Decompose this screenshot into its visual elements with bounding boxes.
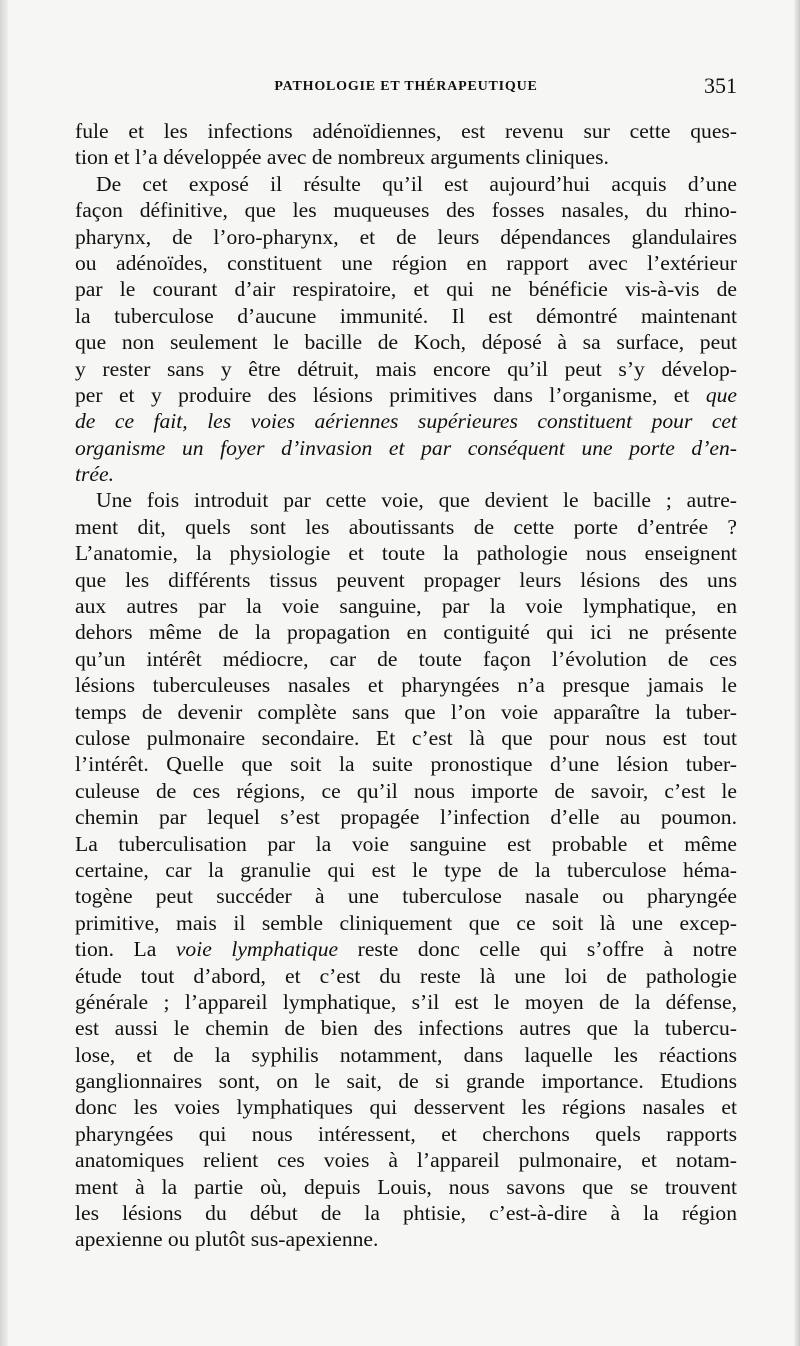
text-line: ment à la partie où, depuis Louis, nous savons que se trouvent <box>75 1174 737 1199</box>
text-line: ment dit, quels sont les aboutissants de cette porte d’entrée ? <box>75 514 737 539</box>
text-line <box>75 408 737 434</box>
text-segment: tion. La <box>75 937 176 962</box>
page-header <box>75 73 737 101</box>
text-line: Une fois introduit par cette voie, que devient le bacille ; autre- <box>96 488 737 513</box>
text-line: tion et l’a développée avec de nombreux arguments cliniques. <box>75 145 609 170</box>
text-line: primitive, mais il semble cliniquement que ce soit là une excep- <box>75 910 737 935</box>
text-segment: reste donc celle qui s’offre à notre <box>338 937 738 962</box>
text-line: trée. <box>75 462 114 487</box>
text-line: pharyngées qui nous intéressent, et cherchons quels rapports <box>75 1121 737 1146</box>
text-line: togène peut succéder à une tuberculose nasale ou pharyngée <box>75 884 737 909</box>
text-line: organisme un foyer d’invasion et par conséquent une porte d’en- <box>75 435 737 460</box>
running-head: PATHOLOGIE ET THÉRAPEUTIQUE <box>274 79 538 94</box>
page-number: 351 <box>704 73 737 98</box>
text-line: culose pulmonaire secondaire. Et c’est là que pour nous est tout <box>75 725 737 750</box>
text-line: anatomiques relient ces voies à l’appareil pulmonaire, et notam- <box>75 1148 737 1173</box>
body-text <box>75 118 737 1253</box>
text-line: culeuse de ces régions, ce qu’il nous importe de savoir, c’est le <box>75 778 737 803</box>
text-line: De cet exposé il résulte qu’il est aujourd’hui acquis d’une <box>96 171 737 196</box>
text-line: lésions tuberculeuses nasales et pharyngées n’a presque jamais le <box>75 673 737 698</box>
text-line: lose, et de la syphilis notamment, dans laquelle les réactions <box>75 1042 737 1067</box>
text-line: par le courant d’air respiratoire, et qui ne bénéficie vis-à-vis de <box>75 277 737 302</box>
italic-segment: les voies aériennes supérieures constituent pour cet <box>207 409 738 434</box>
page-edge-right <box>794 0 800 1346</box>
text-line: étude tout d’abord, et c’est du reste là une loi de pathologie <box>75 963 737 988</box>
text-line: ganglionnaires sont, on le sait, de si grande importance. Etudions <box>75 1069 737 1094</box>
text-line: apexienne ou plutôt sus-apexienne. <box>75 1227 379 1252</box>
text-line: la tuberculose d’aucune immunité. Il est démontré maintenant <box>75 303 737 328</box>
text-line: dehors même de la propagation en contiguité qui ici ne présente <box>75 620 737 645</box>
text-line: certaine, car la granulie qui est le type de la tuberculose héma- <box>75 857 737 882</box>
text-line: chemin par lequel s’est propagée l’infection d’elle au poumon. <box>75 805 737 830</box>
text-line: l’intérêt. Quelle que soit la suite pronostique d’une lésion tuber- <box>75 752 737 777</box>
text-line: que les différents tissus peuvent propager leurs lésions des uns <box>75 567 737 592</box>
text-line: est aussi le chemin de bien des infections autres que la tubercu- <box>75 1016 737 1041</box>
text-line: aux autres par la voie sanguine, par la voie lymphatique, en <box>75 594 737 619</box>
italic-segment: que <box>705 382 737 407</box>
text-segment <box>188 409 207 433</box>
text-line: façon définitive, que les muqueuses des fosses nasales, du rhino- <box>75 198 737 223</box>
text-line: temps de devenir complète sans que l’on voie apparaître la tuber- <box>75 699 737 724</box>
text-line: pharynx, de l’oro-pharynx, et de leurs dépendances glandulaires <box>75 224 737 249</box>
italic-segment: de ce fait, <box>75 409 188 434</box>
italic-segment: voie lymphatique <box>175 937 339 962</box>
text-line: qu’un intérêt médiocre, car de toute façon l’évolution de ces <box>75 646 737 671</box>
text-line <box>75 936 737 962</box>
text-line: ou adénoïdes, constituent une région en rapport avec l’extérieur <box>75 250 737 275</box>
text-line: L’anatomie, la physiologie et toute la pathologie nous enseignent <box>75 541 737 566</box>
text-line: fule et les infections adénoïdiennes, est revenu sur cette ques- <box>75 119 737 143</box>
text-line: les lésions du début de la phtisie, c’est-à-dire à la région <box>75 1201 737 1226</box>
text-line: générale ; l’appareil lymphatique, s’il est le moyen de la défense, <box>75 989 737 1014</box>
text-segment: per et y produire des lésions primitives dans l’organisme, et <box>75 382 706 407</box>
text-line: La tuberculisation par la voie sanguine est probable et même <box>75 831 737 856</box>
text-line <box>75 382 737 408</box>
text-line: que non seulement le bacille de Koch, déposé à sa surface, peut <box>75 330 737 355</box>
text-line: donc les voies lymphatiques qui desservent les régions nasales et <box>75 1095 737 1120</box>
page-edge-left <box>0 0 8 1346</box>
text-line: y rester sans y être détruit, mais encore qu’il peut s’y dévelop- <box>75 356 737 381</box>
